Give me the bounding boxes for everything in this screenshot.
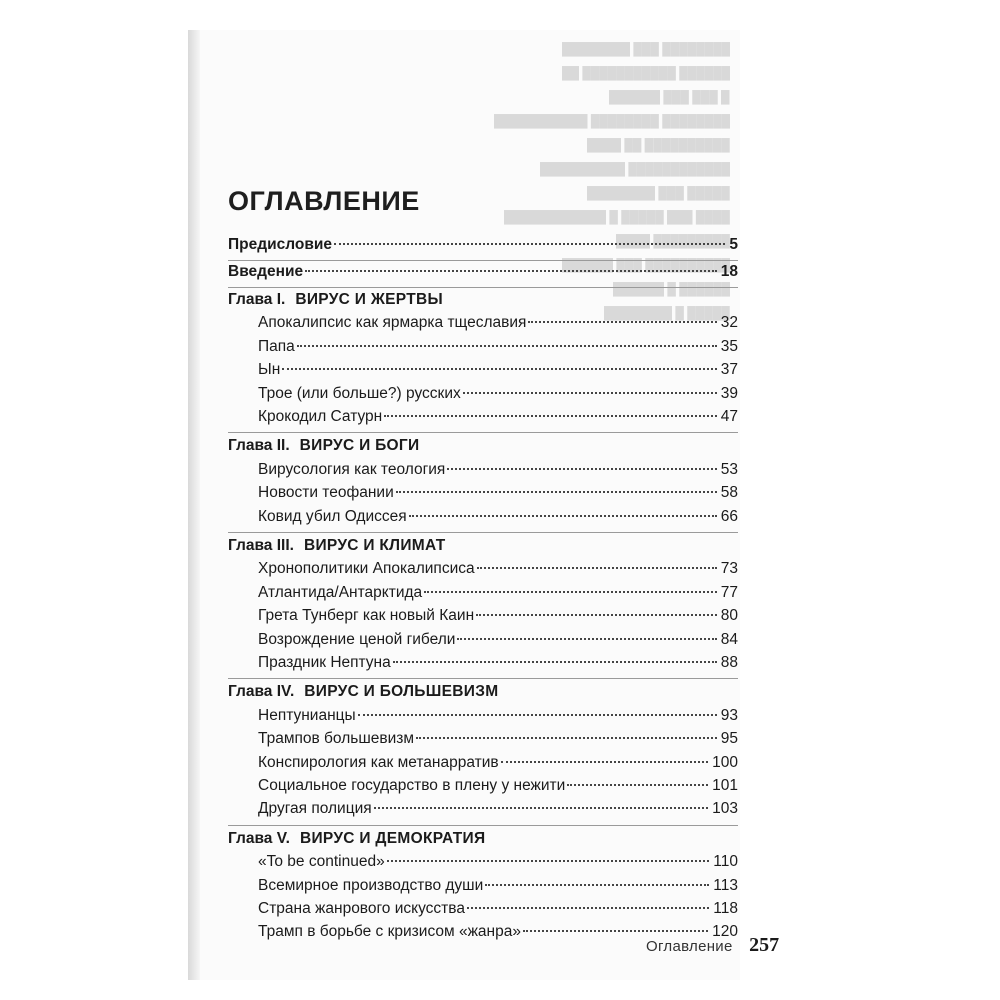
- entry-page-number: 93: [720, 706, 738, 724]
- chapter-heading: [228, 683, 498, 705]
- dot-leader: [528, 321, 716, 323]
- chapter-number: Глава II.: [228, 437, 290, 455]
- entry-page-number: 101: [712, 777, 738, 794]
- entry-title: Трамп в борьбе с кризисом «жанра»: [258, 923, 521, 941]
- chapter-heading: [228, 291, 443, 313]
- page-title: ОГЛАВЛЕНИЕ: [228, 186, 420, 216]
- toc-entry: [258, 654, 738, 676]
- entry-title: Вирусология как теология: [258, 460, 446, 478]
- entry-title: Всемирное производство души: [258, 876, 484, 894]
- toc-entry: [258, 314, 738, 336]
- entry-page-number: 110: [713, 853, 738, 871]
- toc-entry: [258, 607, 738, 629]
- dot-leader: [457, 638, 716, 640]
- dot-leader: [447, 468, 716, 470]
- chapter-heading: [228, 537, 446, 559]
- toc-entry: [258, 560, 738, 582]
- front-matter-entry: [228, 236, 738, 258]
- entry-title: Введение: [228, 263, 304, 280]
- entry-title: Предисловие: [228, 236, 333, 253]
- entry-title: Крокодил Сатурн: [258, 408, 383, 425]
- dot-leader: [282, 368, 716, 370]
- entry-title: «To be continued»: [258, 853, 385, 871]
- entry-title: Атлантида/Антарктида: [258, 583, 423, 601]
- section-divider: [228, 678, 738, 679]
- section-divider: [228, 260, 738, 261]
- footer-label: Оглавление: [646, 938, 733, 955]
- toc-entry: [258, 754, 738, 776]
- entry-page-number: 66: [720, 507, 738, 525]
- toc-entry: [258, 484, 738, 506]
- entry-page-number: 100: [712, 753, 738, 771]
- entry-page-number: 18: [720, 263, 738, 280]
- dot-leader: [384, 415, 717, 417]
- chapter-number: Глава I.: [228, 291, 286, 308]
- entry-title: Конспирология как метанарратив: [258, 753, 499, 771]
- toc-entry: [258, 508, 738, 530]
- running-footer: [646, 934, 779, 957]
- entry-title: Ын: [258, 361, 281, 379]
- chapter-heading: [228, 437, 419, 459]
- entry-title: Ковид убил Одиссея: [258, 507, 407, 525]
- toc-entry: [258, 877, 738, 899]
- entry-page-number: 58: [720, 484, 738, 502]
- dot-leader: [424, 591, 717, 593]
- dot-leader: [501, 761, 709, 763]
- toc-entry: [258, 777, 738, 799]
- entry-page-number: 103: [712, 800, 738, 818]
- entry-title: Хронополитики Апокалипсиса: [258, 560, 475, 578]
- dot-leader: [416, 737, 717, 739]
- dot-leader: [463, 392, 717, 394]
- dot-leader: [485, 884, 709, 886]
- dot-leader: [467, 907, 709, 909]
- entry-title: Грета Тунберг как новый Каин: [258, 607, 475, 625]
- chapter-title: ВИРУС И ЖЕРТВЫ: [295, 291, 443, 308]
- entry-title: Праздник Нептуна: [258, 654, 391, 671]
- toc-entry: [258, 730, 738, 752]
- toc-entry: [258, 707, 738, 729]
- dot-leader: [567, 784, 708, 786]
- entry-page-number: 77: [720, 583, 738, 601]
- entry-page-number: 113: [713, 876, 738, 894]
- show-through-bleed: ████████ ███ ████████ ██████ ███████████ ██ █ ███ ███ ██████ ████████ ████████ ███████████ ██████████ ██ ████ ████████████ ██████████ █████ ███ ████████ ████ ███ █████ █ ████████████ █████████ ████ ██████████ ███ ██████ ██████ █ ██████ █████ █ ████████: [493, 42, 730, 320]
- entry-title: Папа: [258, 337, 295, 355]
- dot-leader: [409, 515, 717, 517]
- toc-entry: [258, 338, 738, 360]
- entry-title: Другая полиция: [258, 800, 372, 818]
- dot-leader: [387, 860, 710, 862]
- toc-entry: [258, 408, 738, 430]
- toc-entry: [258, 800, 738, 822]
- chapter-number: Глава III.: [228, 537, 294, 554]
- toc-entry: [258, 461, 738, 483]
- entry-page-number: 88: [720, 654, 738, 671]
- entry-page-number: 32: [720, 314, 738, 332]
- entry-page-number: 118: [713, 900, 738, 917]
- entry-page-number: 84: [720, 630, 738, 648]
- section-divider: [228, 532, 738, 533]
- entry-title: Нептунианцы: [258, 706, 356, 724]
- dot-leader: [393, 661, 717, 663]
- dot-leader: [477, 567, 717, 569]
- entry-title: Апокалипсис как ярмарка тщеславия: [258, 314, 527, 332]
- dot-leader: [374, 807, 708, 809]
- entry-page-number: 35: [720, 337, 738, 355]
- entry-page-number: 37: [720, 361, 738, 379]
- entry-page-number: 53: [720, 460, 738, 478]
- dot-leader: [305, 270, 717, 272]
- page-number: 257: [749, 934, 780, 956]
- chapter-title: ВИРУС И КЛИМАТ: [303, 537, 446, 554]
- chapter-title: ВИРУС И БОГИ: [299, 437, 420, 455]
- toc-entry: [258, 584, 738, 606]
- chapter-number: Глава V.: [228, 829, 290, 847]
- entry-title: Трое (или больше?) русских: [258, 384, 461, 402]
- entry-title: Трампов большевизм: [258, 730, 415, 748]
- chapter-title: ВИРУС И БОЛЬШЕВИЗМ: [304, 683, 499, 701]
- chapter-title: ВИРУС И ДЕМОКРАТИЯ: [299, 829, 486, 847]
- entry-page-number: 47: [720, 408, 738, 425]
- chapter-number: Глава IV.: [228, 683, 295, 701]
- entry-title: Социальное государство в плену у нежити: [258, 777, 566, 794]
- toc-entry: [258, 385, 738, 407]
- section-divider: [228, 432, 738, 433]
- entry-title: Возрождение ценой гибели: [258, 630, 456, 648]
- section-divider: [228, 287, 738, 288]
- entry-page-number: 80: [720, 607, 738, 625]
- entry-page-number: 95: [720, 730, 738, 748]
- section-divider: [228, 825, 738, 826]
- entry-page-number: 39: [720, 384, 738, 402]
- toc-entry: [258, 631, 738, 653]
- entry-title: Страна жанрового искусства: [258, 900, 465, 917]
- front-matter-entry: [228, 263, 738, 285]
- toc-entry: [258, 361, 738, 383]
- dot-leader: [523, 930, 708, 932]
- dot-leader: [358, 714, 717, 716]
- toc-entry: [258, 853, 738, 875]
- entry-page-number: 120: [712, 923, 738, 941]
- entry-page-number: 73: [720, 560, 738, 578]
- dot-leader: [476, 614, 717, 616]
- dot-leader: [297, 345, 717, 347]
- entry-title: Новости теофании: [258, 484, 394, 502]
- toc-entry: [258, 900, 738, 922]
- entry-page-number: 5: [729, 236, 738, 253]
- dot-leader: [396, 491, 717, 493]
- dot-leader: [334, 243, 725, 245]
- chapter-heading: [228, 830, 485, 852]
